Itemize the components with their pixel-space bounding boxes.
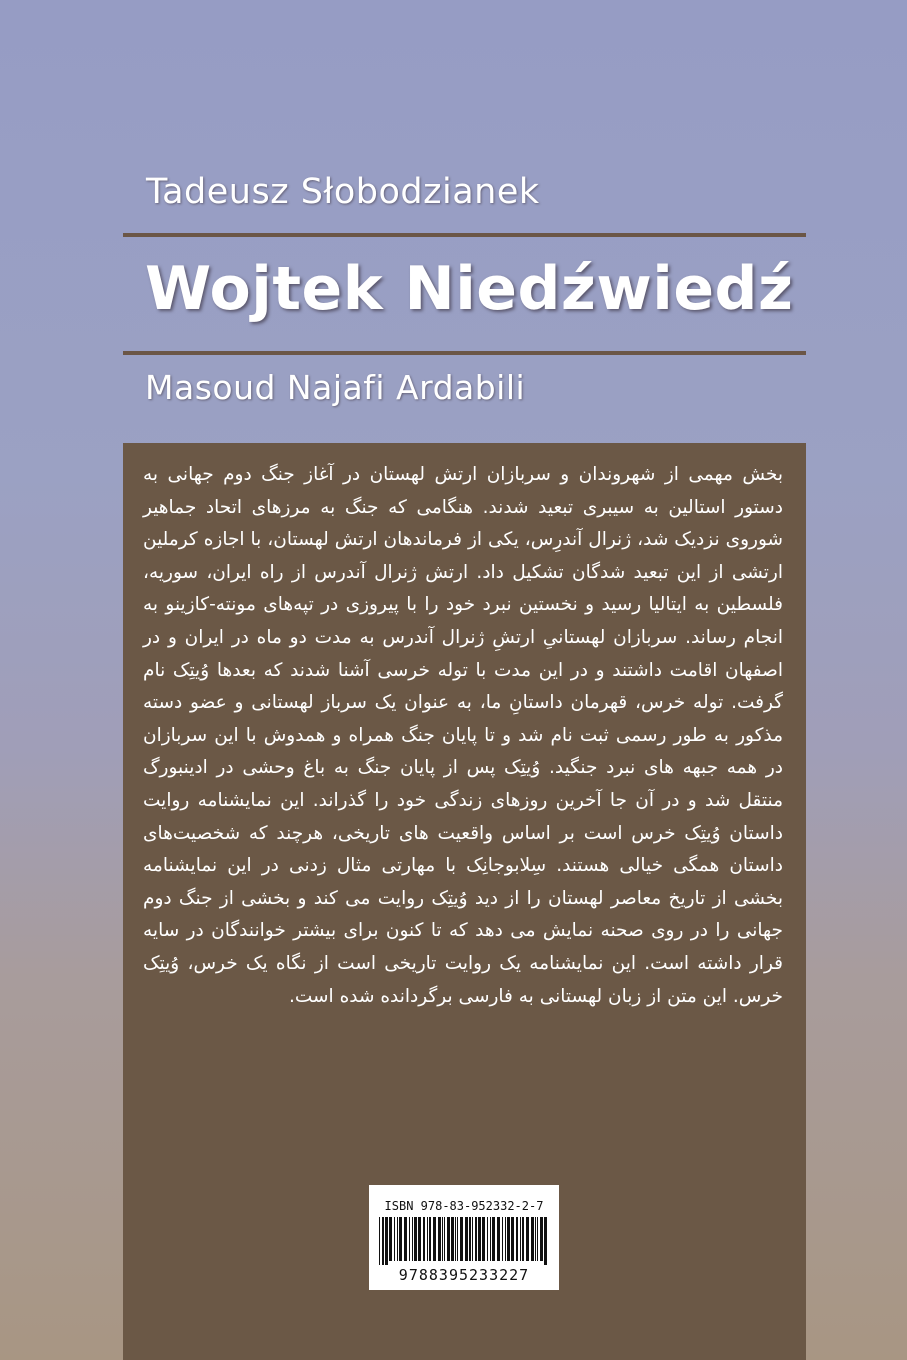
top-divider xyxy=(123,233,806,237)
barcode-label xyxy=(369,1185,559,1290)
isbn-text: ISBN 978-83-952332-2-7 xyxy=(384,1199,544,1213)
book-title: Wojtek Niedźwiedź xyxy=(145,254,794,324)
barcode-digits: 9788395233227 xyxy=(398,1266,530,1284)
translator-name: Masoud Najafi Ardabili xyxy=(145,368,526,407)
bottom-divider xyxy=(123,351,806,355)
barcode-icon xyxy=(377,1217,551,1265)
blurb-text: بخش مهمی از شهروندان و سربازان ارتش لهستان در آغاز جنگ دوم جهانی به دستور استالین به سیبری تبعید شدند. هنگامی که جنگ به مرزهای اتحاد جماهیر شوروی نزدیک شد، ژنرال آندرِس، یکی از فرماندهان ارتش لهستان، با اجازه کرملین ارتشی از این تبعید شدگان تشکیل داد. ارتش ژنرال آندرس از راه ایران، سوریه، فلسطین به ایتالیا رسید و نخستین نبرد خود را با پیروزی در تپه‌های مونته-کازینو به انجام رساند. سربازان لهستانیِ ارتشِ ژنرال آندرس به مدت دو ماه در ایران و در اصفهان اقامت داشتند و در این مدت با توله خرسی آشنا شدند که بعدها وُیتِک نام گرفت. توله خرس، قهرمان داستانِ ما، به عنوان یک سرباز لهستانی و عضو دسته مذکور به طور رسمی ثبت نام شد و تا پایان جنگ همراه و همدوش با این سربازان در همه جبهه های نبرد جنگید. وُیتِک پس از پایان جنگ به باغ وحشی در ادینبورگ منتقل شد و در آن جا آخرین روزهای زندگی خود را گذراند. این نمایشنامه روایت داستان وُیتِک خرس است بر اساس واقعیت های تاریخی، هرچند که شخصیت‌های داستان همگی خیالی هستند. سِلابوجانِک با مهارتی مثال زدنی در این نمایشنامه بخشی از تاریخ معاصر لهستان را از دید وُیتِک روایت می کند و بخشی از جنگ دوم جهانی را در روی صحنه نمایش می دهد که تا کنون برای بیشتر خوانندگان در سایه قرار داشته است. این نمایشنامه یک روایت تاریخی است از نگاه یک خرس، وُیتِک خرس. این متن از زبان لهستانی به فارسی برگردانده شده است. xyxy=(143,464,783,1007)
author-name: Tadeusz Słobodzianek xyxy=(146,172,540,212)
